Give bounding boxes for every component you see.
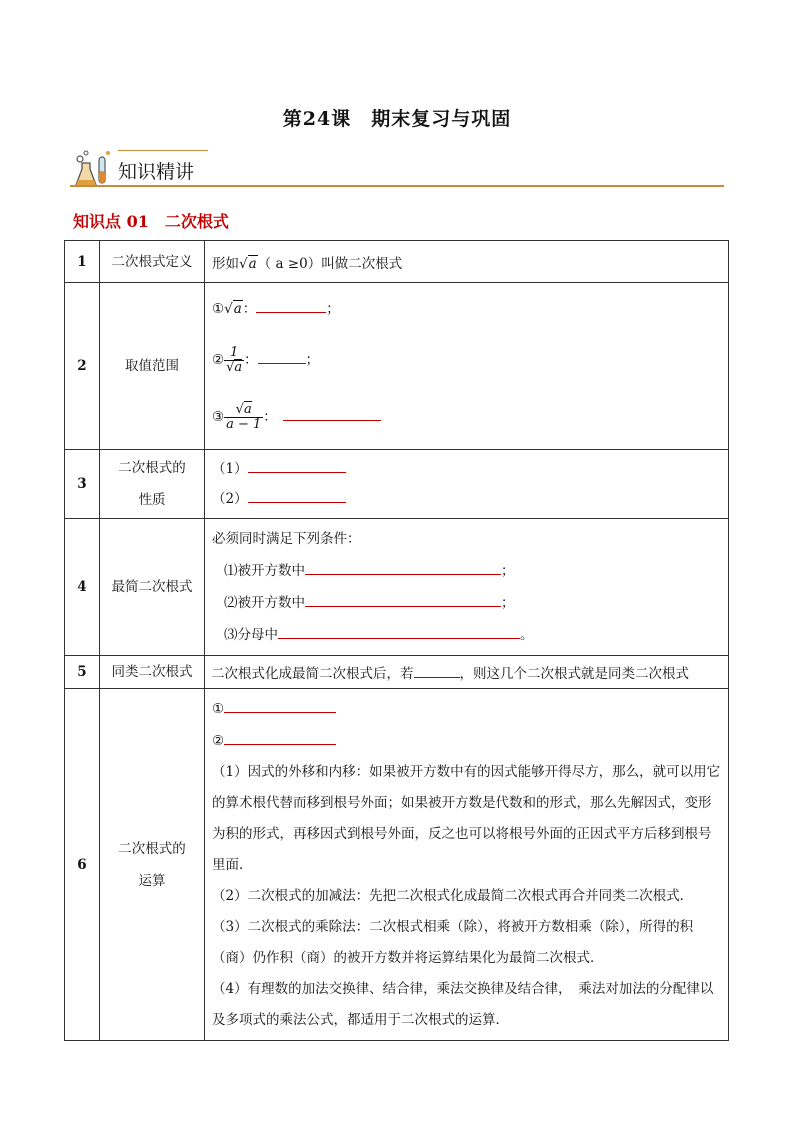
fraction-expression: $\frac{√a}{a - 1}$ — [226, 401, 262, 432]
knowledge-point-name: 二次根式 — [164, 212, 229, 231]
section-divider — [70, 185, 724, 187]
knowledge-table — [64, 240, 729, 1041]
answer-blank[interactable] — [248, 460, 346, 473]
row-content: 二次根式化成最简二次根式后，若 ，则这几个二次根式就是同类二次根式 — [205, 656, 729, 689]
row-content: （1） （2） — [205, 450, 729, 519]
row-number: 6 — [65, 689, 100, 1041]
answer-blank[interactable] — [248, 490, 346, 503]
row-number: 5 — [65, 656, 100, 689]
paragraph: （3）二次根式的乘除法：二次根式相乘（除），将被开方数相乘（除），所得的积（商）仍作积（商）的被开方数并将运算结果化为最简二次根式． — [212, 919, 694, 966]
row-content: 必须同时满足下列条件： ⑴被开方数中 ； ⑵被开方数中 ； ⑶分母中 。 — [205, 519, 729, 656]
knowledge-point-label: 知识点 01 — [73, 212, 149, 231]
header-top-rule — [118, 150, 208, 151]
sqrt-expression: √a — [239, 255, 257, 272]
row-label: 取值范围 — [100, 283, 205, 450]
table-row — [65, 450, 729, 519]
fraction-expression: $\frac{1}{√a}$ — [226, 344, 243, 375]
paragraph: （1）因式的外移和内移：如果被开方数中有的因式能够开得尽方，那么，就可以用它的算术根代替而移到根号外面；如果被开方数是代数和的形式，那么先解因式，变形为积的形式，再移因式到根号外面，反之也可以将根号外面的正因式平方后移到根号里面． — [212, 764, 721, 873]
row-number: 3 — [65, 450, 100, 519]
answer-blank[interactable] — [305, 594, 501, 607]
lab-flask-icon — [72, 147, 114, 187]
row-number: 1 — [65, 241, 100, 283]
answer-blank[interactable] — [258, 351, 306, 364]
row-content: 形如√a（ a ≥0）叫做二次根式 — [205, 241, 729, 283]
row-number: 2 — [65, 283, 100, 450]
paragraph: （2）二次根式的加减法：先把二次根式化成最简二次根式再合并同类二次根式． — [212, 888, 694, 904]
answer-blank[interactable] — [414, 665, 460, 678]
table-row — [65, 656, 729, 689]
paragraph: （4）有理数的加法交换律、结合律，乘法交换律及结合律， 乘法对加法的分配律以及多项式的乘法公式，都适用于二次根式的运算． — [212, 981, 714, 1028]
row-label: 二次根式的 性质 — [100, 450, 205, 519]
answer-blank[interactable] — [256, 300, 326, 313]
answer-blank[interactable] — [224, 700, 336, 713]
section-title: 知识精讲 — [118, 161, 195, 183]
row-label: 二次根式定义 — [100, 241, 205, 283]
row-number: 4 — [65, 519, 100, 656]
answer-blank[interactable] — [283, 408, 381, 421]
answer-blank[interactable] — [224, 732, 336, 745]
row-content: ①√a： ； ② $\frac{1}{√a}$ ： ； ③ $\frac{√a}{a - 1}$ ： — [205, 283, 729, 450]
page-title: 第24课 期末复习与巩固 — [282, 108, 512, 130]
table-row — [65, 283, 729, 450]
row-label: 最简二次根式 — [100, 519, 205, 656]
answer-blank[interactable] — [305, 562, 501, 575]
row-content: ① ② （1）因式的外移和内移：如果被开方数中有的因式能够开得尽方，那么，就可以用它的算术根代替而移到根号外面；如果被开方数是代数和的形式，那么先解因式，变形为积的形式，再移因式到根号外面，反之也可以将根号外面的正因式平方后移到根号里面． （2）二次根式的加减法：先把二次根式化成最简二次根式再合并同类二次根式． （3）二次根式的乘除法：二次根式相乘（除），将被开方数相乘（除），所得的积（商）仍作积（商）的被开方数并将运算结果化为最简二次根式． （4）有理数的加法交换律、结合律，乘法交换律及结合律， 乘法对加法的分配律以及多项式的乘法公式，都适用于二次根式的运算． — [205, 689, 729, 1041]
sqrt-expression: √a — [224, 301, 242, 317]
section-header — [70, 147, 724, 189]
row-label: 同类二次根式 — [100, 656, 205, 689]
table-row — [65, 241, 729, 283]
table-row — [65, 519, 729, 656]
knowledge-point-title — [73, 209, 245, 232]
table-row — [65, 689, 729, 1041]
answer-blank[interactable] — [278, 626, 520, 639]
row-label: 二次根式的 运算 — [100, 689, 205, 1041]
